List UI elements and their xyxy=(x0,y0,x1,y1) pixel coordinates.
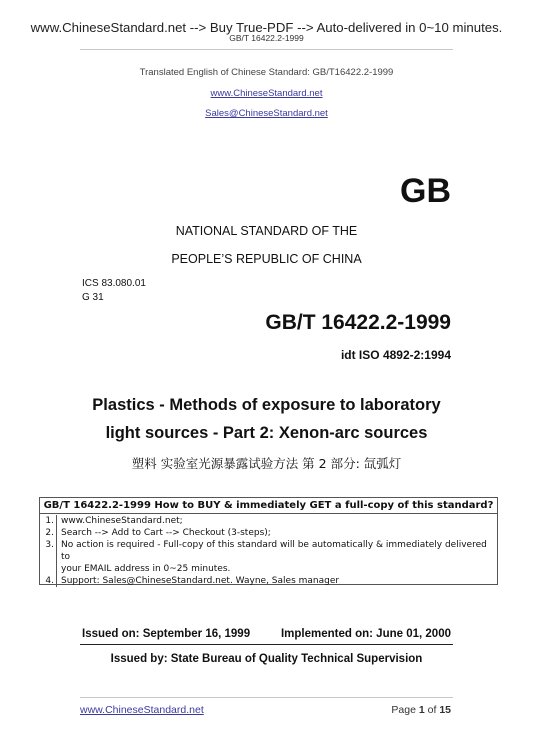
page-indicator xyxy=(391,704,451,716)
buy-step-text: Search --> Add to Cart --> Checkout (3-steps); xyxy=(61,528,271,538)
buy-step-text: No action is required - Full-copy of this standard will be automatically & immediately delivered to xyxy=(61,540,487,562)
email-link-row xyxy=(0,108,533,119)
buy-step xyxy=(40,539,497,563)
issuer: Issued by: State Bureau of Quality Technical Supervision xyxy=(110,653,423,665)
buy-step xyxy=(40,515,497,527)
document-title-line1: Plastics - Methods of exposure to laboratory xyxy=(92,396,441,414)
page-total: 15 xyxy=(439,704,451,716)
gb-logo: GB xyxy=(400,172,451,210)
footer-divider xyxy=(80,697,453,698)
buy-step xyxy=(40,575,497,587)
translated-note: Translated English of Chinese Standard: GB/T16422.2-1999 xyxy=(139,67,394,78)
email-link[interactable]: Sales@ChineseStandard.net xyxy=(205,108,328,119)
website-link-row xyxy=(0,88,533,99)
buy-step-number: 1. xyxy=(40,515,57,527)
buy-steps-list xyxy=(40,515,497,587)
national-standard-line1: NATIONAL STANDARD OF THE xyxy=(175,224,358,238)
national-standard-line2: PEOPLE’S REPUBLIC OF CHINA xyxy=(171,252,362,266)
header-standard-number: GB/T 16422.2-1999 xyxy=(229,33,304,43)
buy-step-number: 2. xyxy=(40,527,57,539)
footer-website-row xyxy=(80,704,204,716)
document-title-line2: light sources - Part 2: Xenon-arc sources xyxy=(105,424,428,442)
page-of: of xyxy=(424,704,440,716)
buy-step-number xyxy=(40,563,57,575)
dates-divider xyxy=(80,644,453,645)
website-link[interactable]: www.ChineseStandard.net xyxy=(210,88,323,99)
buy-step-text: Support: Sales@ChineseStandard.net. Wayne, Sales manager xyxy=(61,576,340,586)
ics-code: ICS 83.080.01 xyxy=(82,278,146,289)
idt-reference: idt ISO 4892-2:1994 xyxy=(340,348,451,362)
buy-box-body xyxy=(40,513,497,584)
footer-website-link[interactable]: www.ChineseStandard.net xyxy=(80,704,204,716)
document-title-chinese: 塑料 实验室光源暴露试验方法 第 2 部分: 氙弧灯 xyxy=(131,456,402,471)
buy-step-number: 4. xyxy=(40,575,57,587)
buy-step-text-continued: your EMAIL address in 0~25 minutes. xyxy=(61,564,231,574)
buy-step-number: 3. xyxy=(40,539,57,563)
buy-info-box xyxy=(39,497,498,585)
top-banner[interactable]: www.ChineseStandard.net --> Buy True-PDF --> Auto-delivered in 0~10 minutes. xyxy=(30,20,503,35)
buy-step-text[interactable]: www.ChineseStandard.net; xyxy=(61,516,183,526)
buy-box-heading: GB/T 16422.2-1999 How to BUY & immediately GET a full-copy of this standard? xyxy=(43,500,494,511)
classification-code: G 31 xyxy=(82,292,104,303)
implemented-date: Implemented on: June 01, 2000 xyxy=(280,628,451,640)
buy-step xyxy=(40,563,497,575)
page-prefix: Page xyxy=(391,704,419,716)
buy-step xyxy=(40,527,497,539)
header-divider xyxy=(80,49,453,50)
page-current: 1 xyxy=(418,704,425,716)
standard-number: GB/T 16422.2-1999 xyxy=(265,311,451,334)
issued-date: Issued on: September 16, 1999 xyxy=(82,628,251,640)
